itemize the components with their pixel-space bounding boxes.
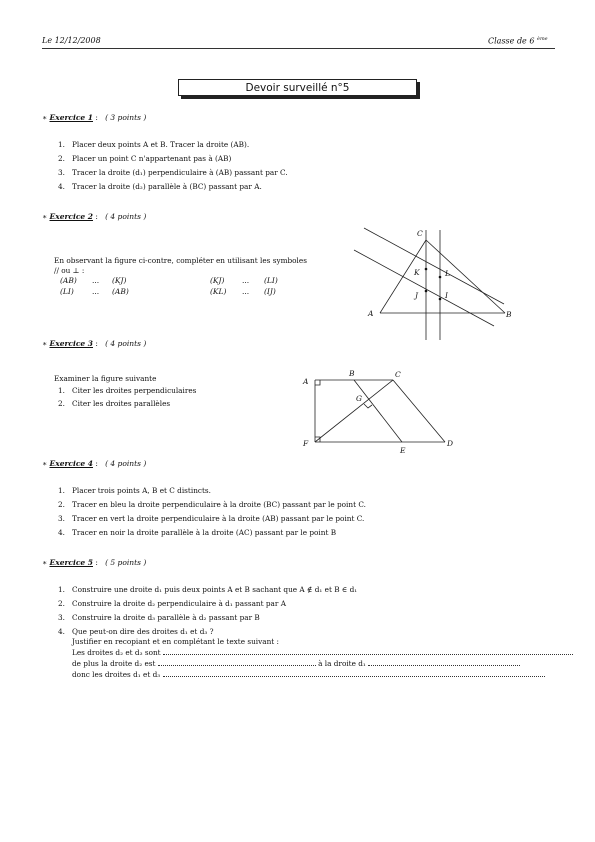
ex4-item [58, 500, 366, 509]
ex5-heading [42, 558, 146, 567]
item-number: 2. [58, 599, 65, 608]
item-text: Tracer en vert la droite perpendiculaire à la droite (AB) passant par le point C. [72, 514, 365, 523]
ex4-name: Exercice 4 [49, 459, 93, 468]
answer-dots [158, 659, 316, 666]
ex2-label-c: C [417, 229, 423, 238]
ex3-right-angle-g [364, 404, 372, 408]
item-text: Placer trois points A, B et C distincts. [72, 486, 211, 495]
ex5-line1 [72, 648, 573, 657]
ex3-segment-cd [393, 380, 445, 442]
ex3-right-angle-a [315, 380, 320, 385]
ex2-label-l: L [445, 269, 450, 278]
ex5-bullet: ∗ [42, 558, 48, 567]
ex4-item [58, 514, 364, 523]
ex5-line2 [72, 659, 520, 668]
ex2-cell: (KL) [210, 287, 227, 296]
ex1-name: Exercice 1 [49, 113, 93, 122]
ex4-item [58, 528, 336, 537]
item-number: 2. [58, 154, 65, 163]
ex3-segment-fc [315, 380, 393, 442]
answer-dots [163, 648, 573, 655]
item-number: 3. [58, 613, 65, 622]
ex2-cell: ... [92, 276, 100, 285]
item-text: Construire la droite d₃ parallèle à d₂ passant par B [72, 613, 260, 622]
ex5-item [58, 627, 214, 636]
ex2-cell: (LI) [264, 276, 278, 285]
ex2-label-b: B [506, 310, 512, 319]
ex2-symbols: // ou ⊥ : [54, 266, 85, 275]
item-number: 2. [58, 399, 65, 408]
item-text: Placer un point C n'appartenant pas à (AB) [72, 154, 232, 163]
ex5-points: ( 5 points ) [105, 558, 147, 567]
ex2-name: Exercice 2 [49, 212, 93, 221]
item-text: Construire une droite d₁ puis deux points A et B sachant que A ∉ d₁ et B ∈ d₁ [72, 585, 358, 594]
item-text: Tracer en bleu la droite perpendiculaire à la droite (BC) passant par le point C. [72, 500, 366, 509]
answer-dots [163, 670, 545, 677]
ex5-justify: Justifier en recopiant et en complétant le texte suivant : [72, 637, 279, 646]
ex3-label-c: C [395, 370, 401, 379]
item-number: 4. [58, 528, 65, 537]
ex2-label-k: K [414, 268, 420, 277]
ex2-cell: (AB) [112, 287, 129, 296]
item-text: Citer les droites perpendiculaires [72, 386, 197, 395]
ex2-intro: En observant la figure ci-contre, compléter en utilisant les symboles [54, 256, 307, 265]
ex1-bullet: ∗ [42, 113, 48, 122]
ex2-cell: ... [92, 287, 100, 296]
ex2-cell: (LI) [60, 287, 74, 296]
item-number: 1. [58, 585, 65, 594]
ex4-colon: : [95, 459, 98, 468]
ex2-cell: (KJ) [210, 276, 225, 285]
ex2-cell: ... [242, 287, 250, 296]
ex2-colon: : [95, 212, 98, 221]
item-number: 1. [58, 386, 65, 395]
item-text: Tracer en noir la droite parallèle à la droite (AC) passant par le point B [72, 528, 337, 537]
answer-dots [368, 659, 520, 666]
ex5-name: Exercice 5 [49, 558, 93, 567]
ex2-label-j: J [415, 291, 419, 300]
ex5-item [58, 613, 260, 622]
item-text: Que peut-on dire des droites d₁ et d₃ ? [72, 627, 214, 636]
ex5-colon: : [95, 558, 98, 567]
ex3-label-a: A [303, 377, 309, 386]
item-number: 4. [58, 627, 65, 636]
ex4-bullet: ∗ [42, 459, 48, 468]
ex4-heading [42, 459, 146, 468]
item-number: 2. [58, 500, 65, 509]
header-class-text: Classe de 6 [488, 36, 535, 46]
ex3-label-f: F [303, 439, 309, 448]
ex2-bullet: ∗ [42, 212, 48, 221]
ex3-label-b: B [349, 369, 355, 378]
ex5-item [58, 585, 357, 594]
ex2-label-i: I [445, 291, 448, 300]
ex3-points: ( 4 points ) [105, 339, 147, 348]
ex2-cell: (AB) [60, 276, 77, 285]
ex2-points: ( 4 points ) [105, 212, 147, 221]
ex5-line2a-text: de plus la droite d₂ est [72, 659, 156, 668]
ex5-line3-text: donc les droites d₁ et d₃ [72, 670, 161, 679]
header-class-sup: ème [536, 36, 548, 42]
item-text: Tracer la droite (d₁) perpendiculaire à (AB) passant par C. [72, 168, 288, 177]
item-number: 1. [58, 486, 65, 495]
ex5-item [58, 599, 286, 608]
item-number: 3. [58, 168, 65, 177]
item-text: Citer les droites parallèles [72, 399, 171, 408]
ex2-cell: ... [242, 276, 250, 285]
ex2-label-a: A [368, 309, 374, 318]
ex2-cell: (IJ) [264, 287, 276, 296]
item-text: Construire la droite d₂ perpendiculaire à d₁ passant par A [72, 599, 286, 608]
ex3-label-g: G [356, 394, 362, 403]
item-text: Placer deux points A et B. Tracer la droite (AB). [72, 140, 250, 149]
ex3-segment-be [354, 380, 402, 442]
ex3-label-e: E [400, 446, 406, 455]
ex1-points: ( 3 points ) [105, 113, 147, 122]
ex3-name: Exercice 3 [49, 339, 93, 348]
ex3-colon: : [95, 339, 98, 348]
ex5-line1-text: Les droites d₂ et d₃ sont [72, 648, 161, 657]
ex3-bullet: ∗ [42, 339, 48, 348]
ex3-intro: Examiner la figure suivante [54, 374, 157, 383]
item-number: 4. [58, 182, 65, 191]
ex2-cell: (KJ) [112, 276, 127, 285]
ex4-item [58, 486, 211, 495]
ex5-line3 [72, 670, 545, 679]
ex1-colon: : [95, 113, 98, 122]
item-text: Tracer la droite (d₂) parallèle à (BC) passant par A. [72, 182, 262, 191]
item-number: 3. [58, 514, 65, 523]
item-number: 1. [58, 140, 65, 149]
ex4-points: ( 4 points ) [105, 459, 147, 468]
ex3-label-d: D [447, 439, 454, 448]
ex5-line2b-text: à la droite d₁ [318, 659, 366, 668]
page-title: Devoir surveillé n°5 [178, 79, 417, 96]
header-date: Le 12/12/2008 [42, 36, 101, 45]
